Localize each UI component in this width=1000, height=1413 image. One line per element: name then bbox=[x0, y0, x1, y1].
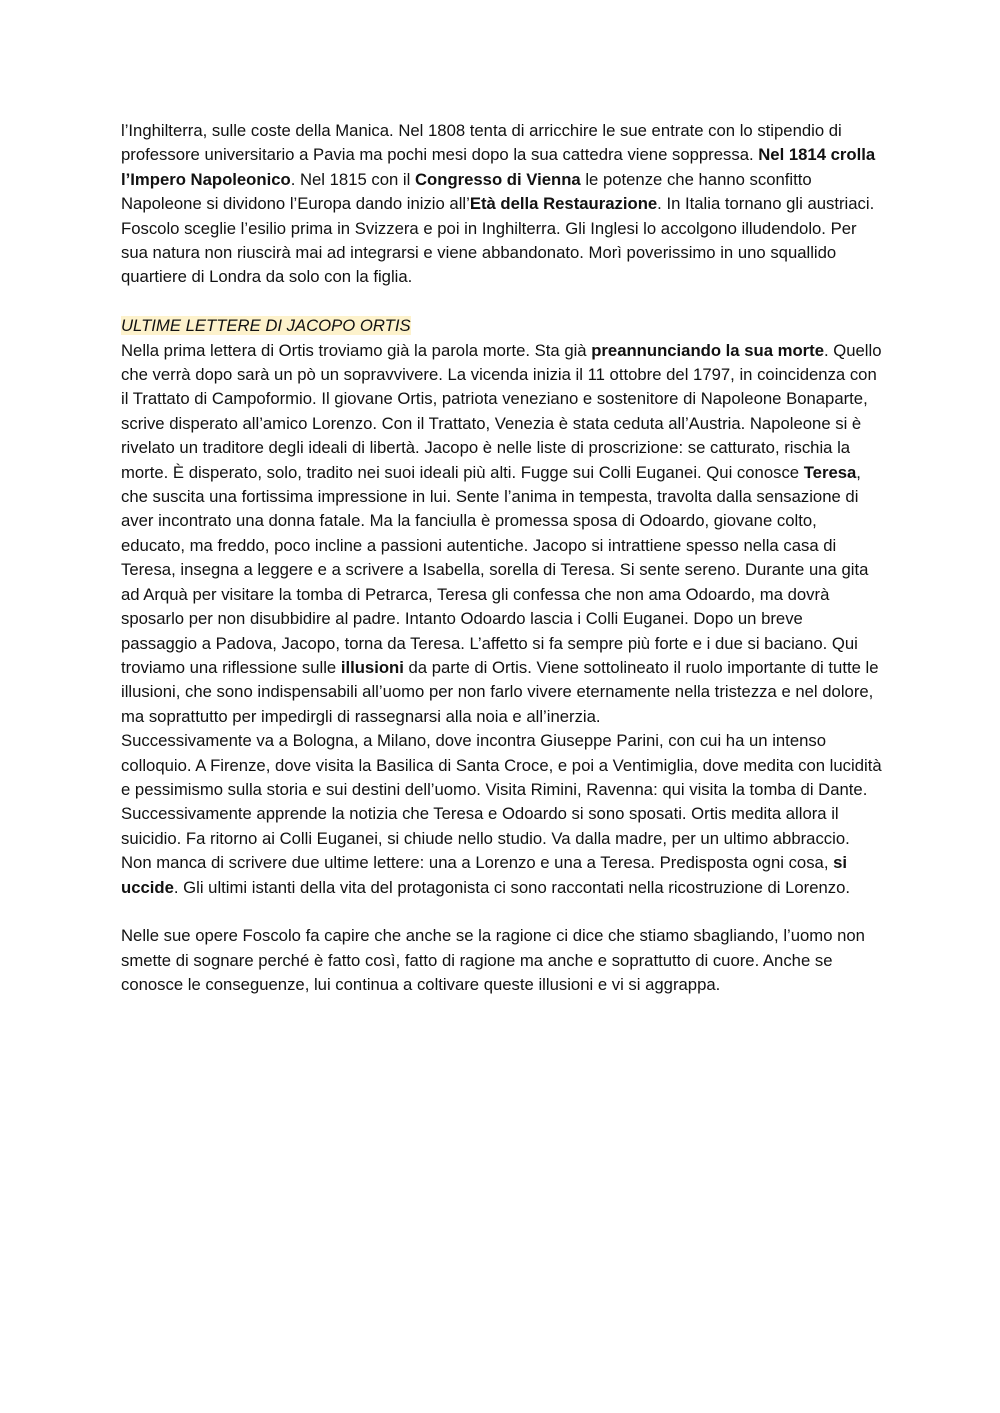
paragraph-text: da parte di Ortis. Viene sottolineato il ruolo importante di tutte le illusioni, che sono indispensabili all’uomo per non farlo vivere eternamente nella tristezza e nel dolore, ma soprattutto per impedirgli di rassegnarsi alla noia e all’inerzia. bbox=[121, 657, 879, 726]
bold-text: Nel 1814 crolla l’Impero Napoleonico bbox=[121, 145, 876, 189]
paragraph-text: , che suscita una fortissima impressione in lui. Sente l’anima in tempesta, travolta dalla sensazione di aver incontrato una donna fatale. Ma la fanciulla è promessa sposa di Odoardo, giovane colto, educato, ma freddo, poco incline a passioni autentiche. Jacopo si intrattiene spesso nella casa di Teresa, insegna a leggere e a scrivere a Isabella, sorella di Teresa. Si sente sereno. Durante una gita ad Arquà per visitare la tomba di Petrarca, Teresa gli confessa che non ama Odoardo, ma dovrà sposarlo per non disubbidire al padre. Intanto Odoardo lascia i Colli Euganei. Dopo un breve passaggio a Padova, Jacopo, torna da Teresa. L’affetto si fa sempre più forte e i due si baciano. Qui troviamo una riflessione sulle bbox=[121, 462, 869, 677]
paragraph-text: Nella prima lettera di Ortis troviamo già la parola morte. Sta già bbox=[121, 340, 592, 360]
paragraph-ortis-journey bbox=[121, 729, 883, 900]
paragraph-text: . Nel 1815 con il bbox=[290, 169, 415, 189]
document-page bbox=[121, 119, 883, 998]
paragraph-spacer bbox=[121, 290, 883, 314]
paragraph-text: Successivamente va a Bologna, a Milano, dove incontra Giuseppe Parini, con cui ha un intenso colloquio. A Firenze, dove visita la Basilica di Santa Croce, e poi a Ventimiglia, dove medita con lucidità e pessimismo sulla storia e sui destini dell’uomo. Visita Rimini, Ravenna: qui visita la tomba di Dante. Successivamente apprende la notizia che Teresa e Odoardo si sono sposati. Ortis medita allora il suicidio. Fa ritorno ai Colli Euganei, si chiude nello studio. Va dalla madre, per un ultimo abbraccio. Non manca di scrivere due ultime lettere: una a Lorenzo e una a Teresa. Predisposta ogni cosa, bbox=[121, 731, 882, 873]
bold-text: Congresso di Vienna bbox=[415, 169, 581, 189]
paragraph-text: le potenze che hanno sconfitto Napoleone si dividono l’Europa dando inizio all’ bbox=[121, 169, 812, 214]
paragraph-text: . Quello che verrà dopo sarà un pò un sopravvivere. La vicenda inizia il 11 ottobre del 1797, in coincidenza con il Trattato di Campoformio. Il giovane Ortis, patriota veneziano e sostenitore di Napoleone Bonaparte, scrive disperato all’amico Lorenzo. Con il Trattato, Venezia è stata ceduta all’Austria. Napoleone si è rivelato un traditore degli ideali di libertà. Jacopo è nelle liste di proscrizione: se catturato, rischia la morte. È disperato, solo, tradito nei suoi ideali più alti. Fugge sui Colli Euganei. Qui conosce bbox=[121, 340, 882, 482]
section-heading: ULTIME LETTERE DI JACOPO ORTIS bbox=[121, 316, 411, 336]
bold-text: Teresa bbox=[803, 462, 857, 482]
bold-text: preannunciando la sua morte bbox=[591, 340, 824, 360]
paragraph-ortis-plot bbox=[121, 339, 883, 730]
section-heading-row bbox=[121, 314, 883, 338]
paragraph-text: Nelle sue opere Foscolo fa capire che anche se la ragione ci dice che stiamo sbagliando, l’uomo non smette di sognare perché è fatto così, fatto di ragione ma anche e soprattutto di cuore. Anche se conosce le conseguenze, lui continua a coltivare queste illusioni e vi si aggrappa. bbox=[121, 926, 865, 995]
bold-text: illusioni bbox=[340, 657, 404, 677]
paragraph-foscolo-exile bbox=[121, 119, 883, 290]
paragraph-spacer bbox=[121, 900, 883, 924]
paragraph-conclusion bbox=[121, 924, 883, 997]
paragraph-text: l’Inghilterra, sulle coste della Manica. Nel 1808 tenta di arricchire le sue entrate con lo stipendio di professore universitario a Pavia ma pochi mesi dopo la sua cattedra viene soppressa. bbox=[121, 121, 842, 165]
paragraph-text: . Gli ultimi istanti della vita del protagonista ci sono raccontati nella ricostruzione di Lorenzo. bbox=[173, 877, 851, 897]
bold-text: si uccide bbox=[121, 853, 848, 897]
bold-text: Età della Restaurazione bbox=[469, 194, 658, 214]
paragraph-text: . In Italia tornano gli austriaci. Foscolo sceglie l’esilio prima in Svizzera e poi in Inghilterra. Gli Inglesi lo accolgono illudendolo. Per sua natura non riuscirà mai ad integrarsi e viene abbandonato. Morì poverissimo in uno squallido quartiere di Londra da solo con la figlia. bbox=[121, 194, 875, 287]
